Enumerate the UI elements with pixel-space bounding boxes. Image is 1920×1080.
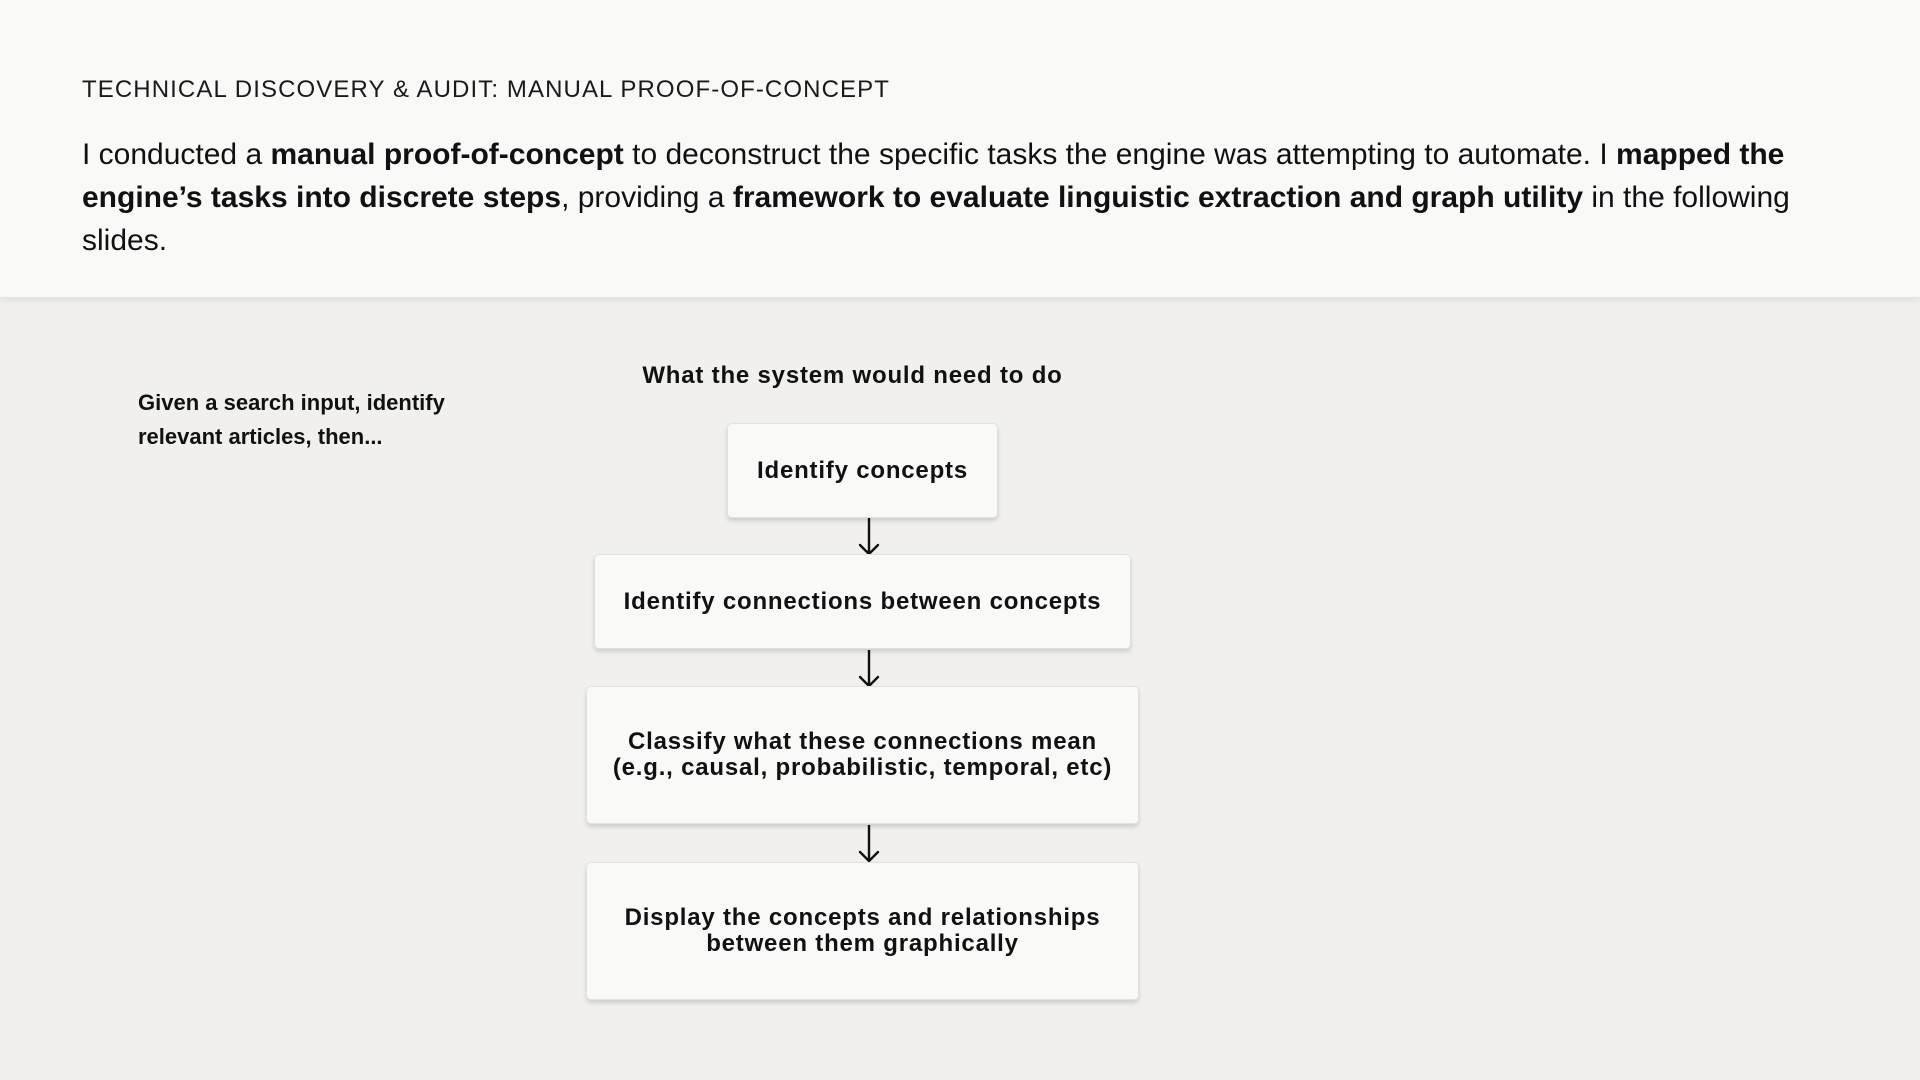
arrow-down-icon <box>856 518 882 558</box>
header-panel <box>0 0 1920 297</box>
intro-text-4: in the following slides. <box>82 181 1790 257</box>
intro-bold-framework: framework to evaluate linguistic extraction and graph utility <box>732 181 1584 214</box>
arrow-down-icon <box>856 650 882 690</box>
step-box-classify-connections: Classify what these connections mean (e.g., causal, probabilistic, temporal, etc) <box>586 686 1139 824</box>
eyebrow-title: TECHNICAL DISCOVERY & AUDIT: MANUAL PROOF-OF-CONCEPT <box>82 76 890 103</box>
intro-bold-proof-of-concept: manual proof-of-concept <box>270 138 624 171</box>
step-box-identify-concepts: Identify concepts <box>727 423 998 518</box>
arrow-down-icon <box>856 825 882 865</box>
flow-title: What the system would need to do <box>642 362 1063 389</box>
intro-text-2: to deconstruct the specific tasks the engine was attempting to automate. I <box>623 138 1617 171</box>
step-box-identify-connections: Identify connections between concepts <box>594 554 1131 649</box>
intro-paragraph <box>82 133 1842 262</box>
intro-text-3: , providing a <box>561 181 733 214</box>
intro-text-1: I conducted a <box>82 138 271 171</box>
intro-bold-mapped-tasks: mapped the engine’s tasks into discrete steps <box>82 138 1785 214</box>
step-box-display-graph: Display the concepts and relationships between them graphically <box>586 862 1139 1000</box>
left-note: Given a search input, identify relevant articles, then... <box>138 390 445 449</box>
